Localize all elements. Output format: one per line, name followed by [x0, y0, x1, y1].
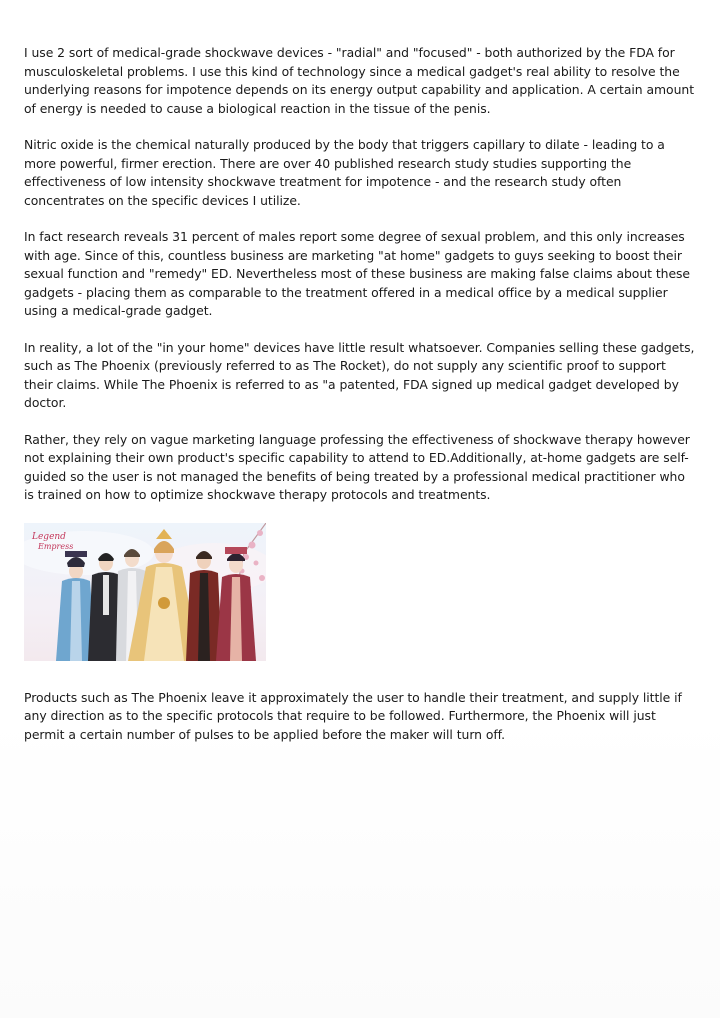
paragraph-3: In fact research reveals 31 percent of males report some degree of sexual problem, and this only increases with age. Since of this, countless business are marketing "at home" gadgets to guys seeking to boost their sexual function and "remedy" ED. Nevertheless most of these business are making false claims about these gadgets - placing them as comparable to the treatment offered in a medical office by a medical supplier using a medical-grade gadget.: [24, 229, 691, 318]
paragraph-6: Products such as The Phoenix leave it approximately the user to handle their treatment, and supply little if any direction as to the specific protocols that require to be followed. Furthermore, the Phoenix will just permit a certain number of pulses to be applied before the maker will turn off.: [24, 689, 682, 742]
article-body: [24, 44, 698, 762]
paragraph-1: I use 2 sort of medical-grade shockwave devices - "radial" and "focused" - both authorized by the FDA for musculoskeletal problems. I use this kind of technology since a medical gadget's real ability to resolve the underlying reasons for impotence depends on its energy output capability and application. A certain amount of energy is needed to cause a biological reaction in the tissue of the penis.: [24, 45, 695, 116]
logo-line-1: Legend: [32, 531, 66, 542]
game-characters-image: [24, 523, 266, 661]
logo-line-2: Empress: [38, 541, 74, 551]
characters-illustration: [24, 523, 266, 661]
paragraph-4: In reality, a lot of the "in your home" devices have little result whatsoever. Companies selling these gadgets, such as The Phoenix (previously referred to as The Rocket), do not supply any scientific proof to support their claims. While The Phoenix is referred to as "a patented, FDA signed up medical gadget developed by doctor.: [24, 339, 695, 410]
paragraph-5: Rather, they rely on vague marketing language professing the effectiveness of shockwave therapy however not explaining their own product's specific capability to attend to ED.Additionally, at-home gadgets are self-guided so the user is not managed the benefits of being treated by a professional medical practitioner who is trained on how to optimize shockwave therapy protocols and treatments.: [24, 431, 690, 502]
paragraph-2: Nitric oxide is the chemical naturally produced by the body that triggers capillary to dilate - leading to a more powerful, firmer erection. There are over 40 published research study studies supporting the effectiveness of low intensity shockwave treatment for impotence - and the research study often concentrates on the specific devices I utilize.: [24, 137, 665, 208]
